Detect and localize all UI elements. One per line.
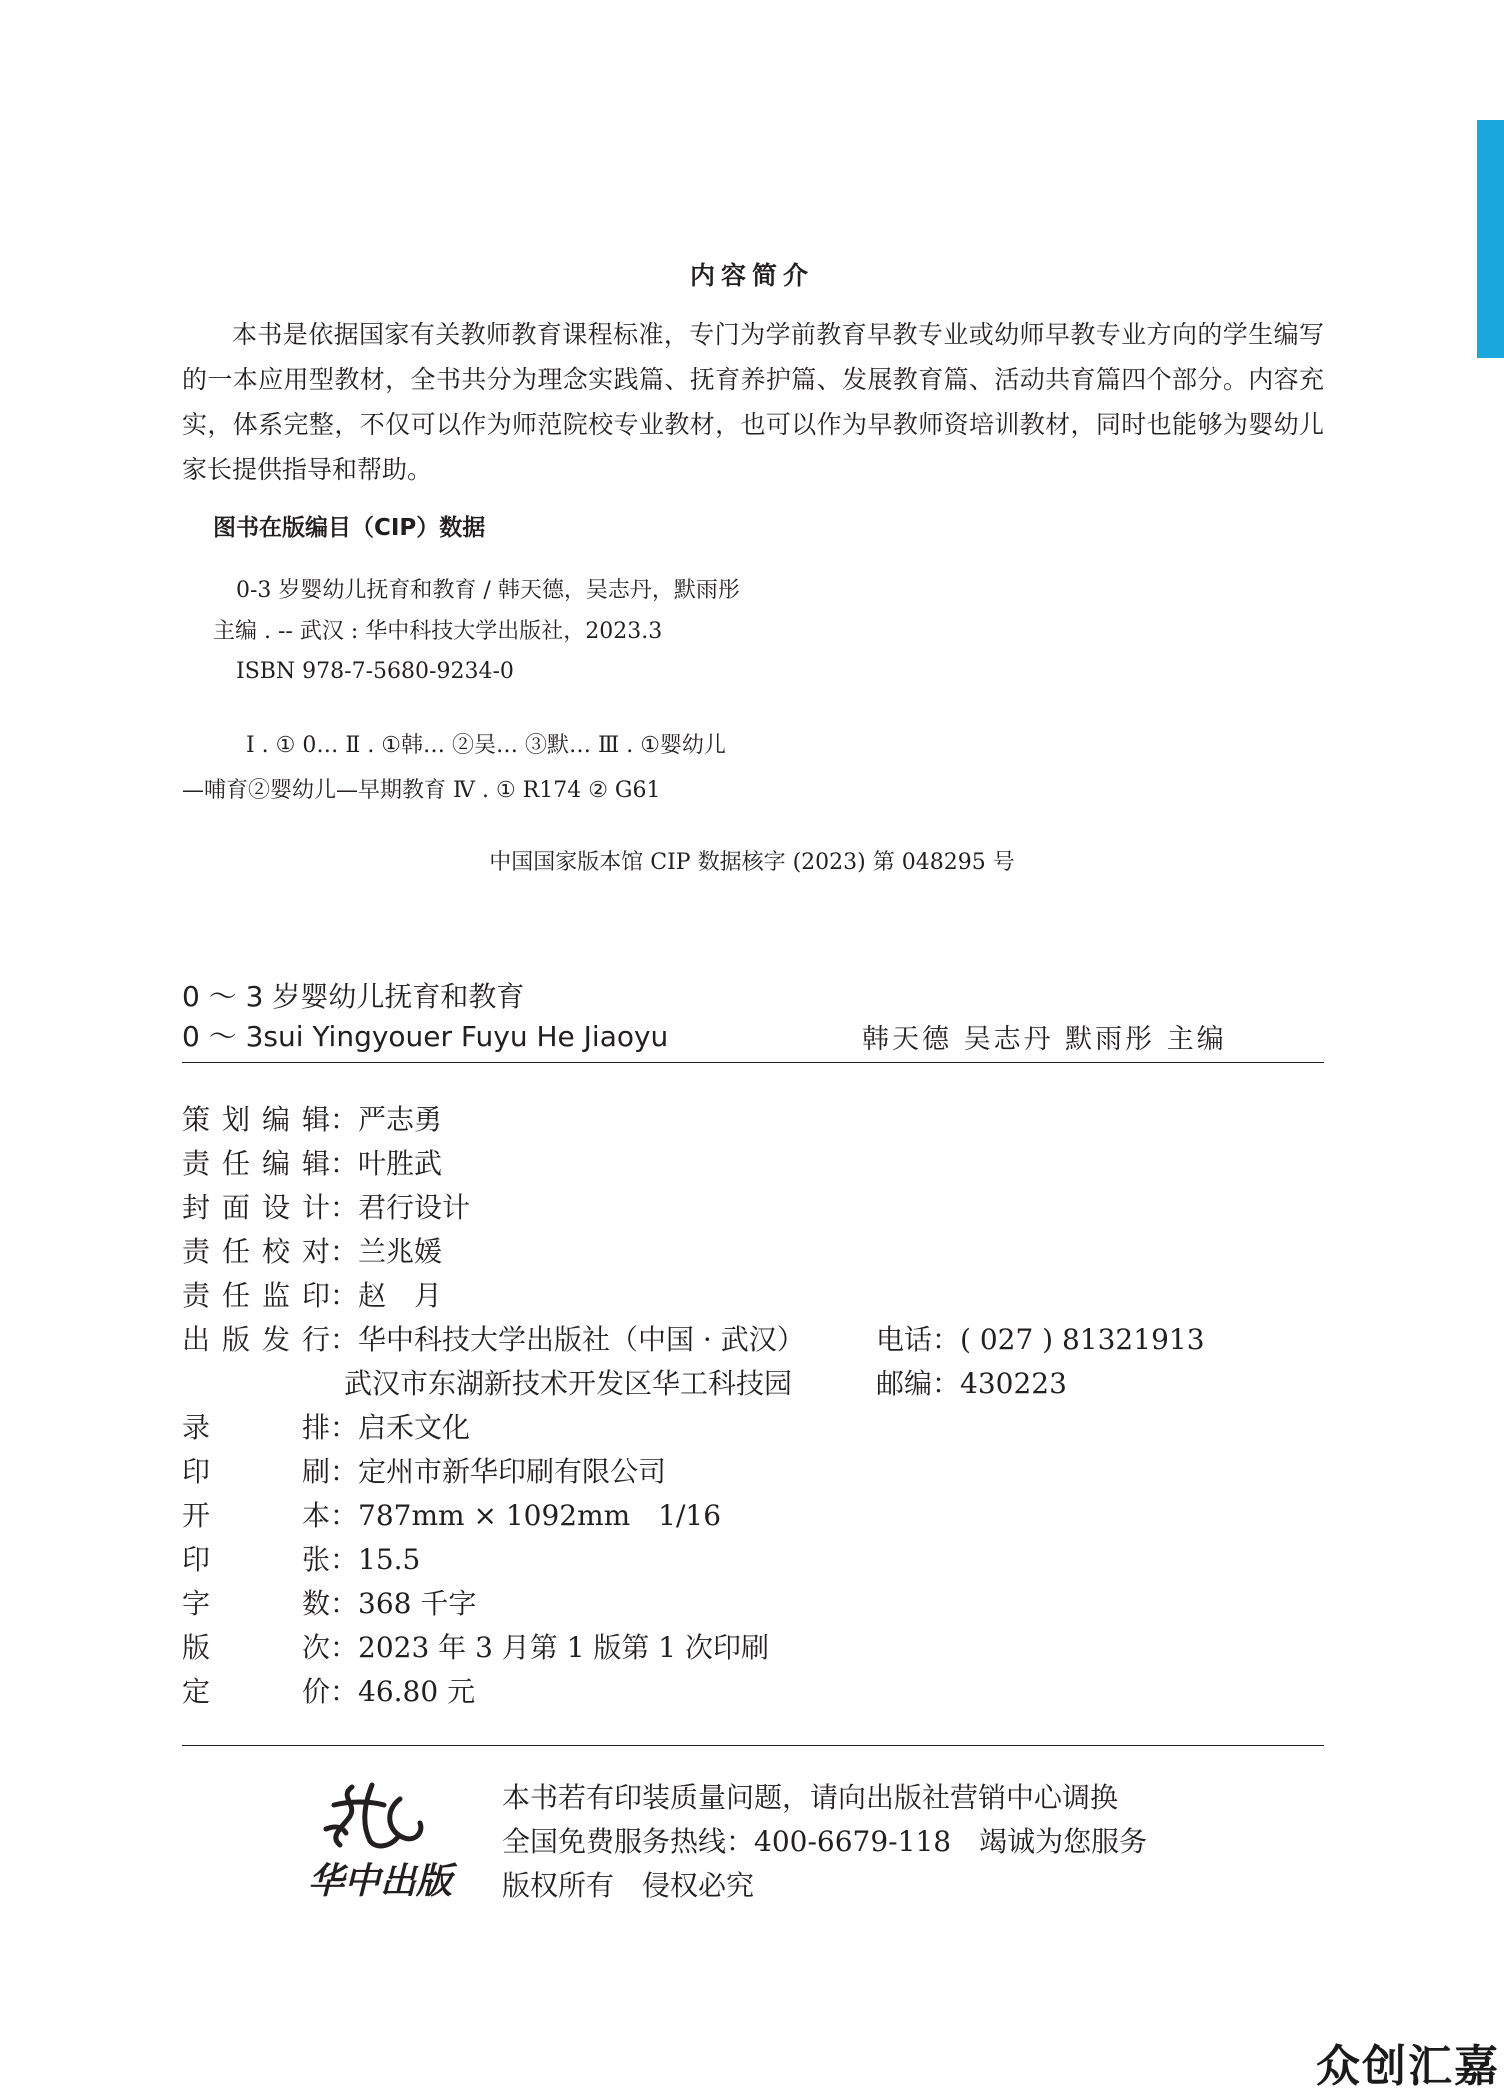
postcode: 邮编：430223 [876,1367,1067,1400]
notice-line: 版权所有 侵权必究 [502,1869,755,1902]
credit-row: 责任监印：赵 月 [182,1279,443,1312]
publisher-address: 武汉市东湖新技术开发区华工科技园 [344,1367,793,1400]
spec-row: 开本：787mm × 1092mm 1/16 [182,1499,722,1532]
cip-isbn: ISBN 978-7-5680-9234-0 [236,659,514,684]
watermark: 众创汇嘉 [1316,2041,1500,2092]
cip-title: 图书在版编目（CIP）数据 [213,515,486,541]
summary-title: 内容简介 [689,261,814,290]
side-color-bar [1477,120,1504,358]
book-pinyin: 0 ～ 3sui Yingyouer Fuyu He Jiaoyu [182,1020,669,1053]
spec-row: 录排：启禾文化 [182,1411,471,1444]
publisher-logo [290,1775,470,1905]
cip-line: 0-3 岁婴幼儿抚育和教育 / 韩天德，吴志丹，默雨彤 [236,578,740,603]
book-title: 0 ～ 3 岁婴幼儿抚育和教育 [182,980,525,1013]
spec-row: 印张：15.5 [182,1543,421,1576]
credit-row: 责任编辑：叶胜武 [182,1147,443,1180]
spec-row: 版次：2023 年 3 月第 1 版第 1 次印刷 [182,1631,770,1664]
bottom-divider [182,1745,1324,1746]
cip-line: —哺育②婴幼儿—早期教育 Ⅳ . ① R174 ② G61 [182,778,661,803]
summary-body: 本书是依据国家有关教师教育课程标准，专门为学前教育早教专业或幼师早教专业方向的学生编写的一本应用型教材，全书共分为理念实践篇、抚育养护篇、发展教育篇、活动共育篇四个部分。内容充实，体系完整，不仅可以作为师范院校专业教材，也可以作为早教师资培训教材，同时也能够为婴幼儿家长提供指导和帮助。 [182,320,1324,484]
credit-row: 策划编辑：严志勇 [182,1103,443,1136]
notice-line: 全国免费服务热线：400-6679-118 竭诚为您服务 [502,1825,1148,1858]
phone: 电话：( 027 ) 81321913 [876,1323,1205,1356]
spec-row: 字数：368 千字 [182,1587,477,1620]
spec-row: 定价：46.80 元 [182,1675,476,1708]
cip-line: Ⅰ . ① 0… Ⅱ . ①韩… ②吴… ③默… Ⅲ . ①婴幼儿 [246,733,726,758]
spec-row: 印刷：定州市新华印刷有限公司 [182,1455,667,1488]
credit-row: 出版发行：华中科技大学出版社（中国 · 武汉） [182,1323,805,1356]
cip-line: 主编 . -- 武汉 : 华中科技大学出版社，2023.3 [213,619,663,644]
credit-row: 责任校对：兰兆媛 [182,1235,443,1268]
editors: 韩天德 吴志丹 默雨彤 主编 [862,1024,1227,1055]
credit-row: 封面设计：君行设计 [182,1191,471,1224]
top-divider [182,1062,1324,1063]
cip-number: 中国国家版本馆 CIP 数据核字 (2023) 第 048295 号 [489,850,1015,875]
logo-text: 华中出版 [307,1860,453,1902]
notice-line: 本书若有印装质量问题，请向出版社营销中心调换 [502,1781,1119,1814]
